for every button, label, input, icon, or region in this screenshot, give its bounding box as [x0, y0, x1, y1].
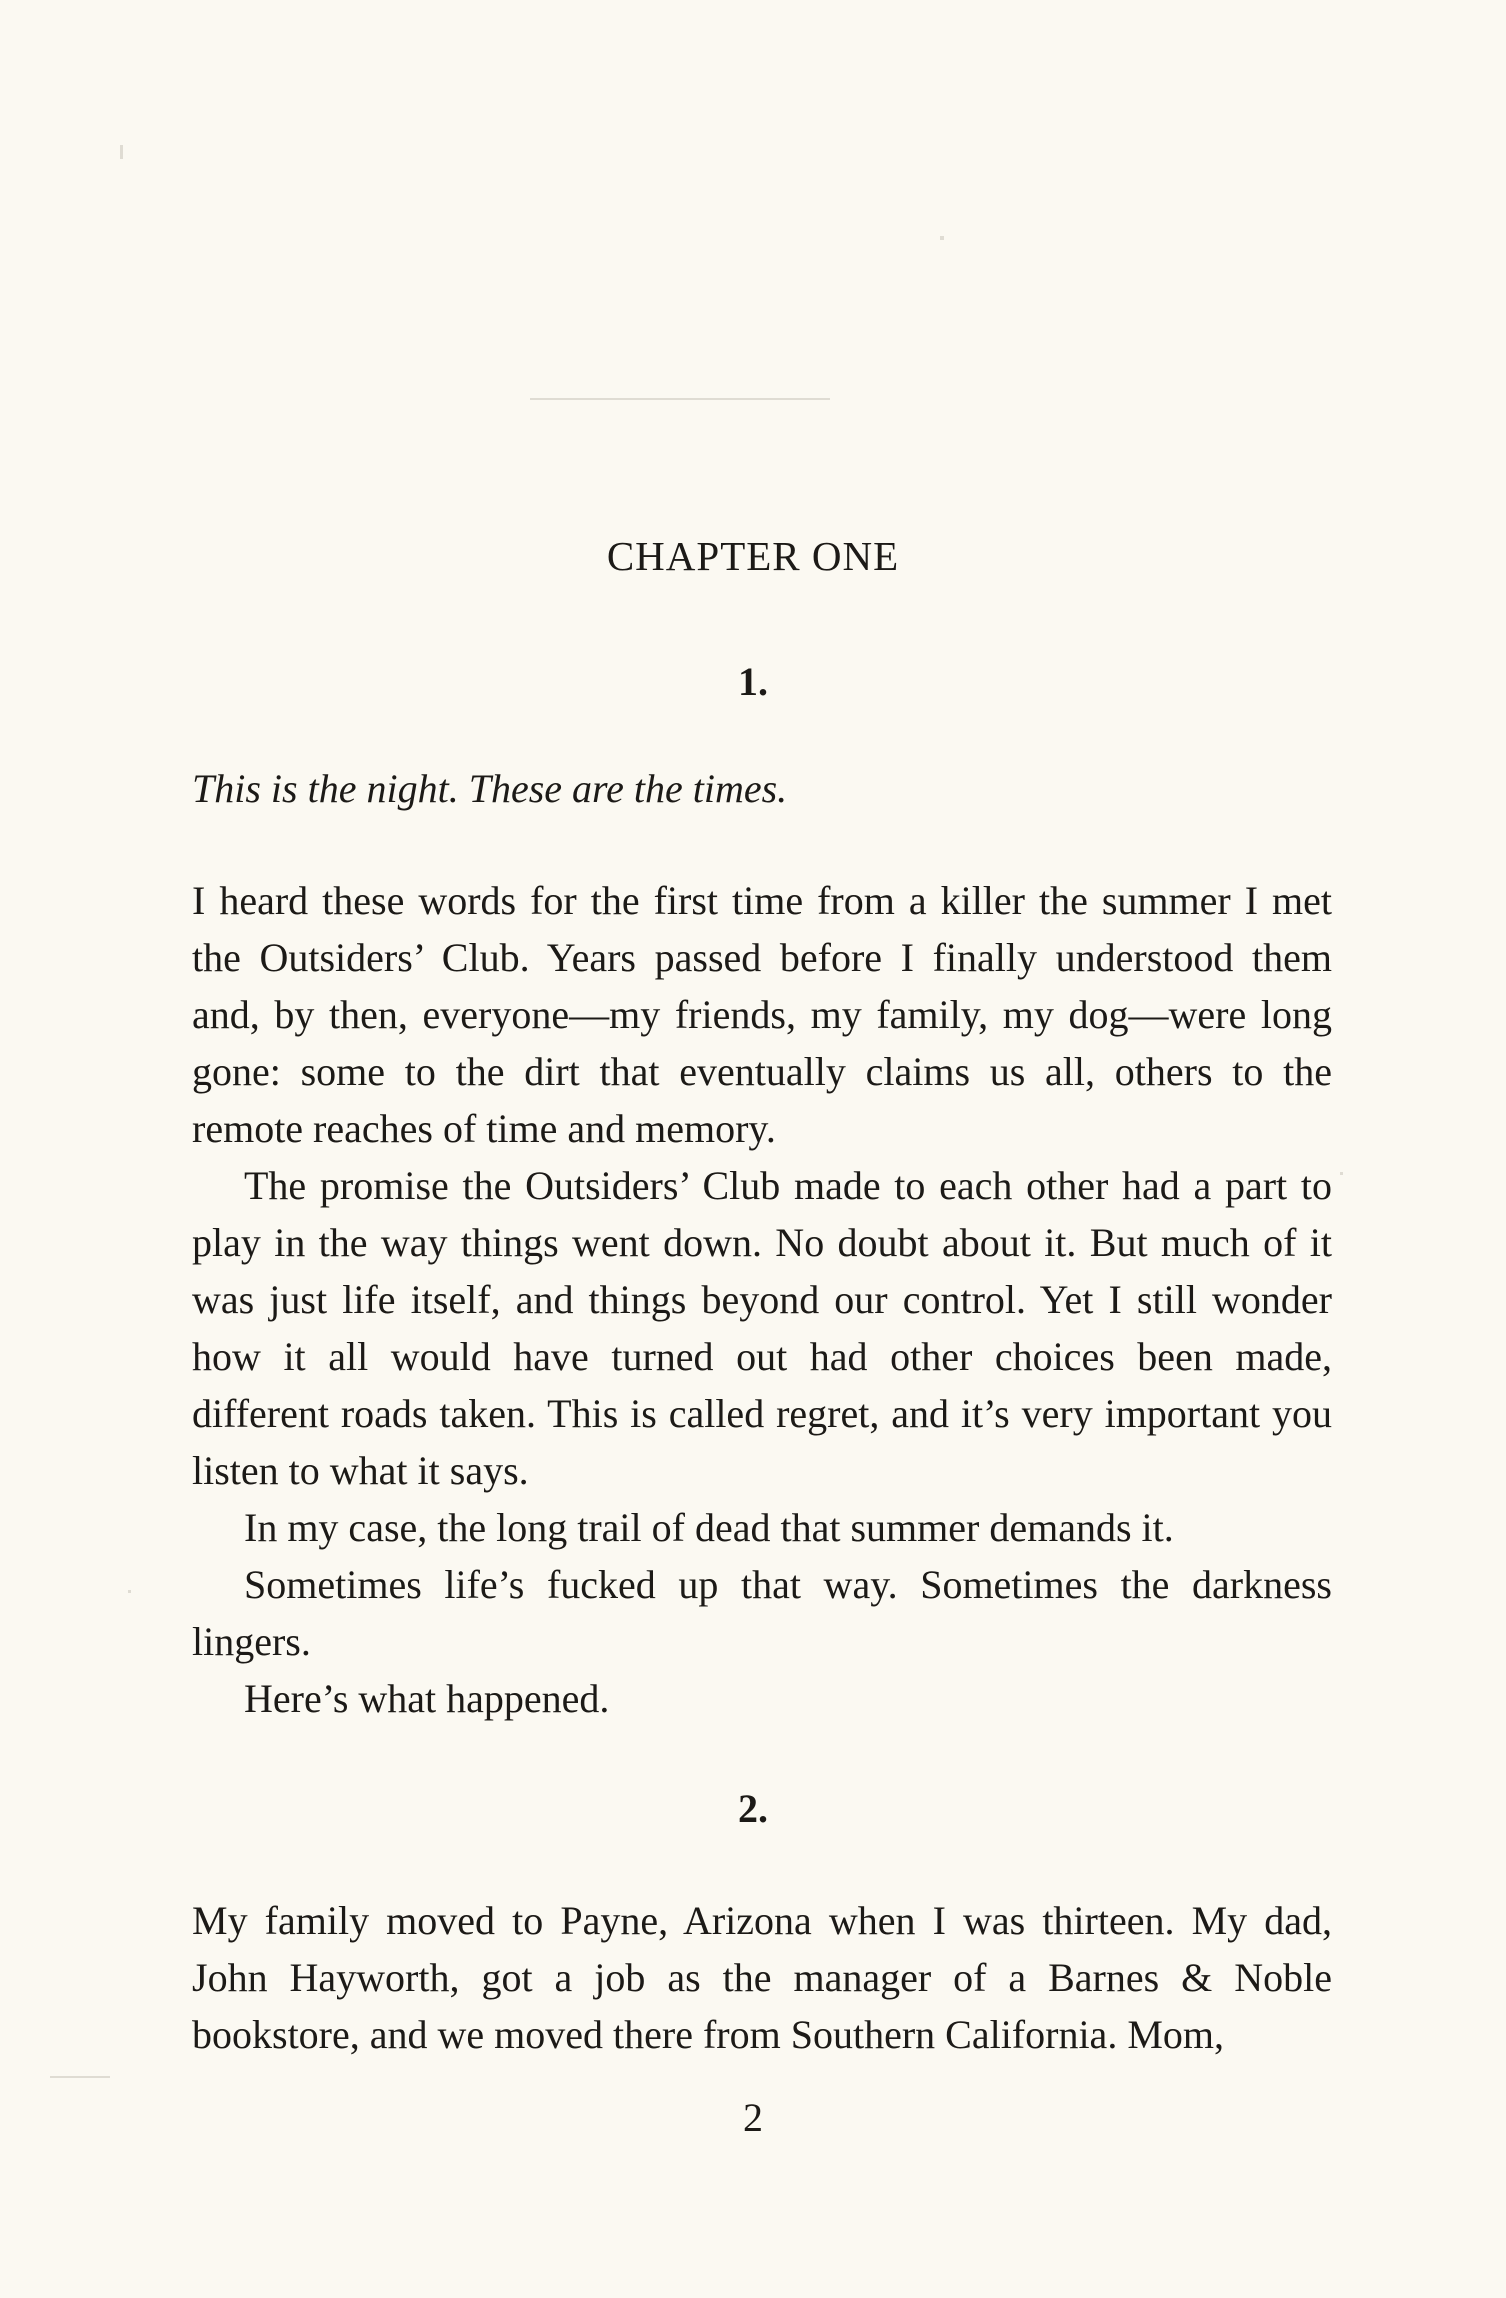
scan-artifact [128, 1590, 131, 1593]
paragraph: The promise the Outsiders’ Club made to each other had a part to play in the way things went down. No doubt about it. But much of it was just life itself, and things beyond our control. Yet I still wonder how it all would have turned out had other choices been made, different roads taken. This is called regret, and it’s very important you listen to what it says. [192, 1163, 1332, 1493]
page-number: 2 [743, 2095, 763, 2140]
paragraph: Here’s what happened. [244, 1676, 610, 1721]
paragraph: I heard these words for the first time from a killer the summer I met the Outsiders’ Club. Years passed before I finally understood them and, by then, everyone—my friends, my family, my dog—were long gone: some to the dirt that eventually claims us all, others to the remote reaches of time and memory. [192, 878, 1332, 1151]
scan-artifact [1340, 1172, 1343, 1175]
section-number: 2. [738, 1786, 768, 1831]
scan-artifact [940, 236, 944, 240]
section-2-body [192, 1892, 1332, 2063]
chapter-title: CHAPTER ONE [606, 533, 900, 579]
section-number: 1. [738, 659, 768, 704]
epigraph: This is the night. These are the times. [192, 766, 788, 811]
scan-artifact [50, 2076, 110, 2078]
paragraph: In my case, the long trail of dead that summer demands it. [244, 1505, 1174, 1550]
section-1-body [192, 872, 1332, 1727]
scan-artifact [120, 145, 123, 159]
scan-artifact [530, 398, 830, 400]
paragraph: Sometimes life’s fucked up that way. Sometimes the darkness lingers. [192, 1562, 1332, 1664]
paragraph: My family moved to Payne, Arizona when I was thirteen. My dad, John Hayworth, got a job as the manager of a Barnes & Noble bookstore, and we moved there from Southern California. Mom, [192, 1898, 1332, 2057]
